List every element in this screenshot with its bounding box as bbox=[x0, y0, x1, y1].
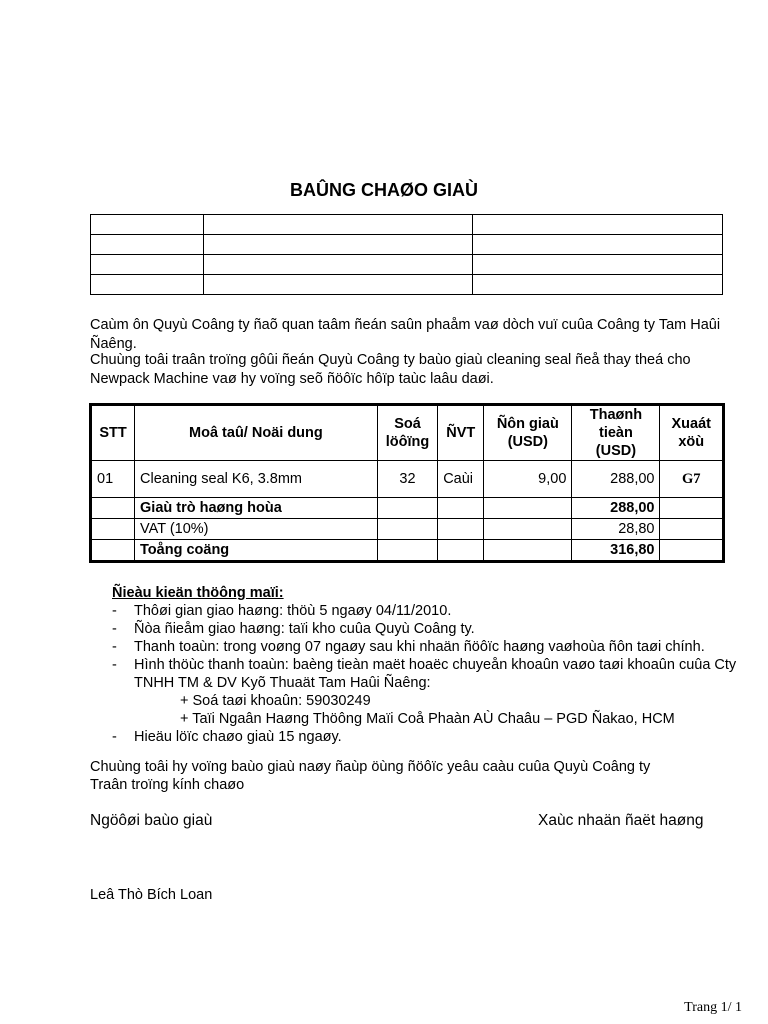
item-amount: 288,00 bbox=[572, 461, 660, 498]
info-row bbox=[91, 235, 723, 255]
quote-table bbox=[91, 405, 723, 561]
item-description: Cleaning seal K6, 3.8mm bbox=[135, 461, 378, 498]
quote-table-frame bbox=[89, 403, 725, 563]
sender-name: Leâ Thò Bích Loan bbox=[90, 887, 213, 903]
intro-paragraph-1: Caùm ôn Quyù Coâng ty ñaõ quan taâm ñeán saûn phaåm vaø dòch vuï cuûa Coâng ty Tam Haûi Ñaêng. bbox=[90, 317, 721, 352]
term-account-number: + Soá taøi khoaûn: 59030249 bbox=[180, 693, 371, 709]
header-unit: ÑVT bbox=[438, 406, 484, 461]
header-origin: Xuaát xöù bbox=[660, 406, 723, 461]
item-quantity: 32 bbox=[377, 461, 437, 498]
info-table bbox=[90, 214, 723, 295]
term-payment: Thanh toaùn: trong voøng 07 ngaøy sau khi nhaän ñöôïc haøng vaøhoùa ñôn taøi chính. bbox=[134, 639, 705, 655]
header-description: Moâ taû/ Noäi dung bbox=[135, 406, 378, 461]
subtotal-value: 288,00 bbox=[572, 498, 660, 519]
closing-line-2: Traân troïng kính chaøo bbox=[90, 777, 245, 793]
info-row bbox=[91, 275, 723, 295]
total-value: 316,80 bbox=[572, 540, 660, 561]
total-row bbox=[92, 540, 723, 561]
header-unit-price: Ñôn giaù (USD) bbox=[484, 406, 572, 461]
item-unit: Caùi bbox=[438, 461, 484, 498]
term-payment-method: Hình thöùc thanh toaùn: baèng tieàn maët hoaëc chuyeån khoaûn vaøo taøi khoaûn cuûa Cty TNHH TM & DV Kyõ Thuaät Tam Haûi Ñaêng: bbox=[134, 657, 737, 691]
list-item bbox=[112, 656, 752, 692]
term-bank: + Taïi Ngaân Haøng Thöông Maïi Coå Phaàn AÙ Chaâu – PGD Ñakao, HCM bbox=[180, 711, 675, 727]
subtotal-label: Giaù trò haøng hoùa bbox=[135, 498, 378, 519]
item-origin: G7 bbox=[660, 461, 723, 498]
page-number: Trang 1/ 1 bbox=[684, 1000, 742, 1015]
item-unit-price: 9,00 bbox=[484, 461, 572, 498]
term-delivery-time: Thôøi gian giao haøng: thöù 5 ngaøy 04/11/2010. bbox=[134, 603, 452, 619]
bullet-dash: - bbox=[112, 729, 117, 745]
header-stt: STT bbox=[92, 406, 135, 461]
list-item bbox=[112, 728, 752, 746]
intro-paragraph-2: Chuùng toâi traân troïng gôûi ñeán Quyù Coâng ty baùo giaù cleaning seal ñeå thay theá cho Newpack Machine vaø hy voïng seõ ñöôïc hôïp taùc laâu daøi. bbox=[90, 352, 691, 387]
info-row bbox=[91, 255, 723, 275]
total-label: Toång coäng bbox=[135, 540, 378, 561]
terms-heading: Ñieàu kieän thöông maïi: bbox=[112, 585, 284, 601]
bullet-dash: - bbox=[112, 603, 117, 619]
list-item bbox=[112, 602, 752, 620]
bullet-dash: - bbox=[112, 657, 117, 673]
closing-line-1: Chuùng toâi hy voïng baùo giaù naøy ñaùp öùng ñöôïc yeâu caàu cuûa Quyù Coâng ty bbox=[90, 759, 651, 775]
vat-label: VAT (10%) bbox=[135, 519, 378, 540]
term-delivery-place: Ñòa ñieåm giao haøng: taïi kho cuûa Quyù Coâng ty. bbox=[134, 621, 475, 637]
order-confirmation-label: Xaùc nhaän ñaët haøng bbox=[538, 812, 704, 829]
header-quantity: Soá löôïng bbox=[377, 406, 437, 461]
bullet-dash: - bbox=[112, 621, 117, 637]
subtotal-row bbox=[92, 498, 723, 519]
list-item bbox=[112, 620, 752, 638]
term-validity: Hieäu löïc chaøo giaù 15 ngaøy. bbox=[134, 729, 342, 745]
item-stt: 01 bbox=[92, 461, 135, 498]
trade-terms bbox=[112, 584, 752, 746]
quote-header-row bbox=[92, 406, 723, 461]
vat-value: 28,80 bbox=[572, 519, 660, 540]
bullet-dash: - bbox=[112, 639, 117, 655]
table-row bbox=[92, 461, 723, 498]
info-row bbox=[91, 215, 723, 235]
header-amount: Thaønh tieàn (USD) bbox=[572, 406, 660, 461]
list-item bbox=[112, 638, 752, 656]
sender-label: Ngöôøi baùo giaù bbox=[90, 812, 213, 829]
vat-row bbox=[92, 519, 723, 540]
document-title: BAÛNG CHAØO GIAÙ bbox=[290, 180, 478, 200]
